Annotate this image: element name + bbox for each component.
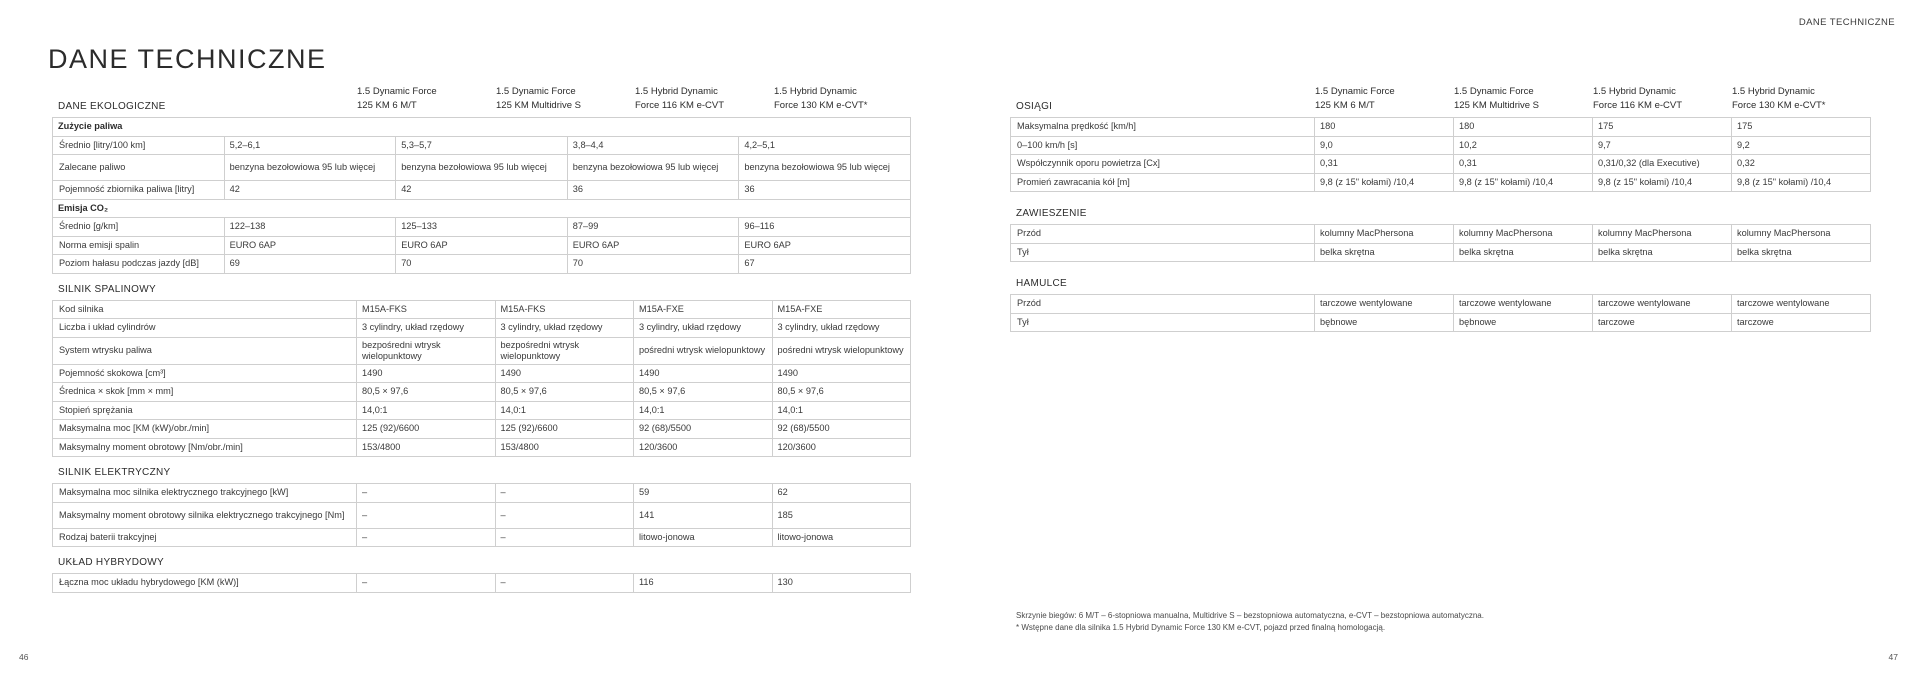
table-row <box>53 319 911 338</box>
value-cell: bezpośredni wtrysk wielopunktowy <box>495 337 634 364</box>
value-cell: tarczowe wentylowane <box>1315 295 1454 314</box>
table-row <box>53 484 911 503</box>
row-label: Promień zawracania kół [m] <box>1011 173 1315 192</box>
value-cell: 175 <box>1732 118 1871 137</box>
row-label: Średnio [litry/100 km] <box>53 136 225 155</box>
table-row <box>53 528 911 547</box>
row-label: Pojemność skokowa [cm³] <box>53 364 357 383</box>
column-header: 1.5 Hybrid Dynamic Force 130 KM e-CVT* <box>1732 86 1826 111</box>
value-cell: 125 (92)/6600 <box>495 420 634 439</box>
value-cell: 1490 <box>357 364 496 383</box>
value-cell: 175 <box>1593 118 1732 137</box>
section-title-engine: SILNIK SPALINOWY <box>58 283 156 295</box>
section-title-brakes: HAMULCE <box>1016 278 1067 289</box>
value-cell: 5,2–6,1 <box>224 136 396 155</box>
value-cell: 14,0:1 <box>772 401 911 420</box>
row-label: Zalecane paliwo <box>53 155 225 181</box>
value-cell: 125 (92)/6600 <box>357 420 496 439</box>
value-cell: – <box>357 484 496 503</box>
table-row <box>53 420 911 439</box>
value-cell: kolumny MacPhersona <box>1315 225 1454 244</box>
value-cell: 3 cylindry, układ rzędowy <box>634 319 773 338</box>
section-title-electric: SILNIK ELEKTRYCZNY <box>58 467 171 478</box>
value-cell: EURO 6AP <box>396 236 568 255</box>
footnotes <box>1016 610 1484 634</box>
value-cell: M15A-FKS <box>495 300 634 319</box>
perf-table <box>1010 117 1871 192</box>
value-cell: litowo-jonowa <box>634 528 773 547</box>
section-title-hybrid: UKŁAD HYBRYDOWY <box>58 557 165 568</box>
value-cell: 36 <box>567 181 739 200</box>
value-cell: benzyna bezołowiowa 95 lub więcej <box>739 155 911 181</box>
value-cell: bezpośredni wtrysk wielopunktowy <box>357 337 496 364</box>
value-cell: M15A-FKS <box>357 300 496 319</box>
value-cell: 70 <box>567 255 739 274</box>
value-cell: kolumny MacPhersona <box>1593 225 1732 244</box>
hybrid-table <box>52 573 911 593</box>
value-cell: 67 <box>739 255 911 274</box>
row-label: Przód <box>1011 225 1315 244</box>
value-cell: 0,32 <box>1732 155 1871 174</box>
value-cell: 9,8 (z 15" kołami) /10,4 <box>1732 173 1871 192</box>
value-cell: 36 <box>739 181 911 200</box>
electric-table <box>52 483 911 547</box>
value-cell: 9,0 <box>1315 136 1454 155</box>
row-label: Rodzaj baterii trakcyjnej <box>53 528 357 547</box>
table-row <box>53 337 911 364</box>
row-label: Norma emisji spalin <box>53 236 225 255</box>
value-cell: 3 cylindry, układ rzędowy <box>495 319 634 338</box>
footnote: * Wstępne dane dla silnika 1.5 Hybrid Dynamic Force 130 KM e-CVT, pojazd przed finalną homologacją. <box>1016 623 1386 632</box>
perf-header-row <box>1010 86 1871 113</box>
suspension-table <box>1010 224 1871 262</box>
value-cell: 70 <box>396 255 568 274</box>
value-cell: – <box>357 574 496 593</box>
value-cell: – <box>357 528 496 547</box>
column-header: 1.5 Dynamic Force 125 KM 6 M/T <box>1315 86 1395 111</box>
value-cell: kolumny MacPhersona <box>1732 225 1871 244</box>
value-cell: litowo-jonowa <box>772 528 911 547</box>
row-label: Maksymalna prędkość [km/h] <box>1011 118 1315 137</box>
value-cell: 92 (68)/5500 <box>772 420 911 439</box>
value-cell: 120/3600 <box>772 438 911 457</box>
value-cell: M15A-FXE <box>772 300 911 319</box>
value-cell: 9,2 <box>1732 136 1871 155</box>
value-cell: EURO 6AP <box>224 236 396 255</box>
value-cell: 116 <box>634 574 773 593</box>
value-cell: 3,8–4,4 <box>567 136 739 155</box>
section-title-eco: DANE EKOLOGICZNE <box>58 101 166 112</box>
page-title: DANE TECHNICZNE <box>48 44 327 74</box>
row-label: Maksymalny moment obrotowy [Nm/obr./min] <box>53 438 357 457</box>
value-cell: 42 <box>396 181 568 200</box>
value-cell: 9,8 (z 15" kołami) /10,4 <box>1315 173 1454 192</box>
table-row <box>53 364 911 383</box>
row-label: Tył <box>1011 243 1315 262</box>
row-label: Poziom hałasu podczas jazdy [dB] <box>53 255 225 274</box>
column-header: 1.5 Hybrid Dynamic Force 116 KM e-CVT <box>635 86 725 111</box>
value-cell: 0,31 <box>1454 155 1593 174</box>
value-cell: 62 <box>772 484 911 503</box>
value-cell: 14,0:1 <box>634 401 773 420</box>
value-cell: 9,8 (z 15" kołami) /10,4 <box>1454 173 1593 192</box>
value-cell: 180 <box>1454 118 1593 137</box>
section-title-perf: OSIĄGI <box>1016 101 1053 112</box>
value-cell: 153/4800 <box>495 438 634 457</box>
table-row <box>53 383 911 402</box>
table-row <box>1011 173 1871 192</box>
value-cell: 10,2 <box>1454 136 1593 155</box>
table-row <box>1011 313 1871 332</box>
brakes-table <box>1010 294 1871 332</box>
value-cell: – <box>495 502 634 528</box>
value-cell: – <box>357 502 496 528</box>
value-cell: – <box>495 574 634 593</box>
table-subheader-row <box>53 199 911 218</box>
table-row <box>53 300 911 319</box>
column-header: 1.5 Dynamic Force 125 KM Multidrive S <box>1454 86 1540 111</box>
page-number-left: 46 <box>19 652 29 662</box>
subheader-cell: Zużycie paliwa <box>53 118 911 137</box>
table-row <box>1011 225 1871 244</box>
row-label: Maksymalny moment obrotowy silnika elektrycznego trakcyjnego [Nm] <box>53 502 357 528</box>
value-cell: 122–138 <box>224 218 396 237</box>
value-cell: 4,2–5,1 <box>739 136 911 155</box>
table-row <box>53 236 911 255</box>
row-label: Maksymalna moc [KM (kW)/obr./min] <box>53 420 357 439</box>
value-cell: belka skrętna <box>1315 243 1454 262</box>
value-cell: 3 cylindry, układ rzędowy <box>357 319 496 338</box>
subheader-cell: Emisja CO₂ <box>53 199 911 218</box>
value-cell: benzyna bezołowiowa 95 lub więcej <box>396 155 568 181</box>
column-header: 1.5 Dynamic Force 125 KM 6 M/T <box>357 86 437 111</box>
table-row <box>53 502 911 528</box>
column-header: 1.5 Dynamic Force 125 KM Multidrive S <box>496 86 582 111</box>
table-row <box>1011 136 1871 155</box>
right-spec-column <box>1010 86 1871 332</box>
row-label: Kod silnika <box>53 300 357 319</box>
table-row <box>53 438 911 457</box>
table-row <box>53 136 911 155</box>
value-cell: tarczowe wentylowane <box>1593 295 1732 314</box>
value-cell: 1490 <box>634 364 773 383</box>
value-cell: 180 <box>1315 118 1454 137</box>
value-cell: benzyna bezołowiowa 95 lub więcej <box>567 155 739 181</box>
table-row <box>1011 295 1871 314</box>
value-cell: 3 cylindry, układ rzędowy <box>772 319 911 338</box>
row-label: Łączna moc układu hybrydowego [KM (kW)] <box>53 574 357 593</box>
row-label: 0–100 km/h [s] <box>1011 136 1315 155</box>
value-cell: 80,5 × 97,6 <box>357 383 496 402</box>
row-label: Średnio [g/km] <box>53 218 225 237</box>
value-cell: M15A-FXE <box>634 300 773 319</box>
table-row <box>1011 155 1871 174</box>
table-row <box>53 574 911 593</box>
value-cell: 120/3600 <box>634 438 773 457</box>
value-cell: 0,31 <box>1315 155 1454 174</box>
value-cell: benzyna bezołowiowa 95 lub więcej <box>224 155 396 181</box>
value-cell: 92 (68)/5500 <box>634 420 773 439</box>
value-cell: 96–116 <box>739 218 911 237</box>
value-cell: 0,31/0,32 (dla Executive) <box>1593 155 1732 174</box>
row-label: Liczba i układ cylindrów <box>53 319 357 338</box>
value-cell: EURO 6AP <box>739 236 911 255</box>
row-label: Stopień sprężania <box>53 401 357 420</box>
value-cell: pośredni wtrysk wielopunktowy <box>634 337 773 364</box>
section-title-suspension: ZAWIESZENIE <box>1016 208 1087 219</box>
value-cell: 9,7 <box>1593 136 1732 155</box>
table-row <box>53 218 911 237</box>
value-cell: 80,5 × 97,6 <box>634 383 773 402</box>
row-label: Pojemność zbiornika paliwa [litry] <box>53 181 225 200</box>
footnote: Skrzynie biegów: 6 M/T – 6-stopniowa manualna, Multidrive S – bezstopniowa automatyczna, e-CVT – bezstopniowa automatyczna. <box>1016 611 1484 620</box>
engine-table <box>52 300 911 458</box>
table-row <box>53 155 911 181</box>
value-cell: kolumny MacPhersona <box>1454 225 1593 244</box>
value-cell: tarczowe wentylowane <box>1454 295 1593 314</box>
value-cell: 141 <box>634 502 773 528</box>
value-cell: belka skrętna <box>1454 243 1593 262</box>
value-cell: 14,0:1 <box>495 401 634 420</box>
left-spec-column <box>52 86 911 593</box>
value-cell: tarczowe wentylowane <box>1732 295 1871 314</box>
value-cell: 80,5 × 97,6 <box>495 383 634 402</box>
row-label: Maksymalna moc silnika elektrycznego trakcyjnego [kW] <box>53 484 357 503</box>
table-row <box>53 255 911 274</box>
value-cell: 42 <box>224 181 396 200</box>
value-cell: 80,5 × 97,6 <box>772 383 911 402</box>
value-cell: 1490 <box>772 364 911 383</box>
table-subheader-row <box>53 118 911 137</box>
table-row <box>53 401 911 420</box>
row-label: System wtrysku paliwa <box>53 337 357 364</box>
value-cell: bębnowe <box>1454 313 1593 332</box>
value-cell: 130 <box>772 574 911 593</box>
value-cell: pośredni wtrysk wielopunktowy <box>772 337 911 364</box>
value-cell: 9,8 (z 15" kołami) /10,4 <box>1593 173 1732 192</box>
table-row <box>1011 243 1871 262</box>
value-cell: – <box>495 528 634 547</box>
eco-table <box>52 117 911 274</box>
row-label: Średnica × skok [mm × mm] <box>53 383 357 402</box>
value-cell: tarczowe <box>1732 313 1871 332</box>
value-cell: EURO 6AP <box>567 236 739 255</box>
column-header: 1.5 Hybrid Dynamic Force 116 KM e-CVT <box>1593 86 1683 111</box>
table-row <box>1011 118 1871 137</box>
value-cell: – <box>495 484 634 503</box>
value-cell: 69 <box>224 255 396 274</box>
eco-header-row <box>52 86 911 113</box>
value-cell: belka skrętna <box>1732 243 1871 262</box>
row-label: Tył <box>1011 313 1315 332</box>
value-cell: 87–99 <box>567 218 739 237</box>
value-cell: 1490 <box>495 364 634 383</box>
table-row <box>53 181 911 200</box>
row-label: Przód <box>1011 295 1315 314</box>
value-cell: 14,0:1 <box>357 401 496 420</box>
row-label: Współczynnik oporu powietrza [Cx] <box>1011 155 1315 174</box>
value-cell: 125–133 <box>396 218 568 237</box>
value-cell: 153/4800 <box>357 438 496 457</box>
value-cell: belka skrętna <box>1593 243 1732 262</box>
value-cell: 5,3–5,7 <box>396 136 568 155</box>
value-cell: tarczowe <box>1593 313 1732 332</box>
value-cell: bębnowe <box>1315 313 1454 332</box>
column-header: 1.5 Hybrid Dynamic Force 130 KM e-CVT* <box>774 86 868 111</box>
page-number-right: 47 <box>1888 652 1898 662</box>
value-cell: 185 <box>772 502 911 528</box>
value-cell: 59 <box>634 484 773 503</box>
running-header: DANE TECHNICZNE <box>1798 17 1895 28</box>
